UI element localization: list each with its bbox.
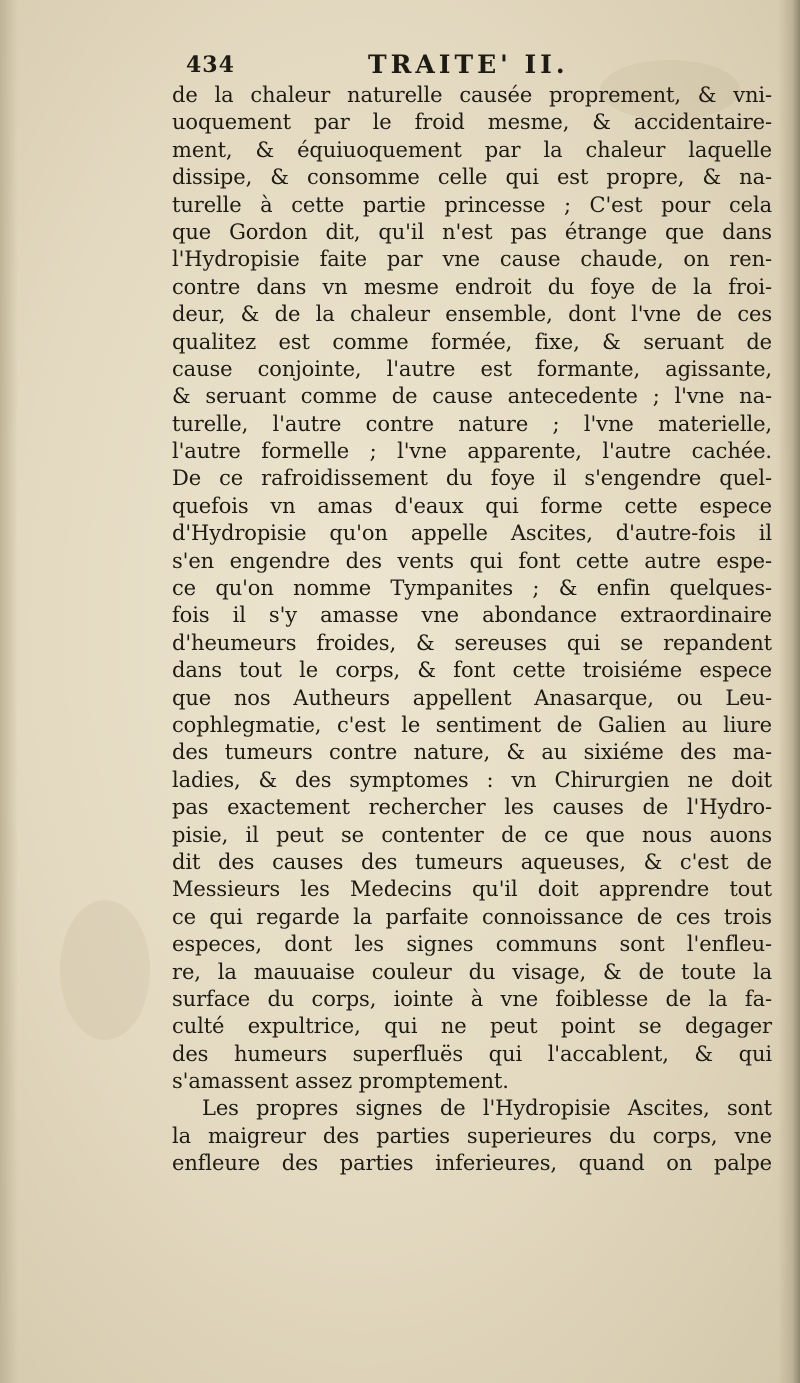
text-line: especes, dont les signes communs sont l'enfleu- [172,932,772,957]
text-line: pisie, il peut se contenter de ce que nous auons [172,822,772,847]
text-line: s'en engendre des vents qui font cette autre espe- [172,548,772,573]
text-line: s'amassent assez promptement. [172,1069,509,1094]
text-line: l'autre formelle ; l'vne apparente, l'autre cachée. [172,439,772,464]
paper-stain [60,900,150,1040]
text-line: la maigreur des parties superieures du corps, vne [172,1123,772,1148]
page-number: 434 [186,52,235,78]
text-line: surface du corps, iointe à vne foiblesse de la fa- [172,986,772,1011]
text-line: fois il s'y amasse vne abondance extraordinaire [172,603,772,628]
text-line: que nos Autheurs appellent Anasarque, ou Leu- [172,685,772,710]
page-left-shadow [0,0,18,1383]
text-line: Messieurs les Medecins qu'il doit apprendre tout [172,877,772,902]
text-line: enfleure des parties inferieures, quand on palpe [172,1151,772,1176]
page-header [186,48,606,82]
text-line: d'Hydropisie qu'on appelle Ascites, d'autre-fois il [172,521,772,546]
text-line: dissipe, & consomme celle qui est propre, & na- [172,165,772,190]
text-line: des humeurs superfluës qui l'accablent, & qui [172,1041,772,1066]
text-line: de la chaleur naturelle causée proprement, & vni- [172,83,772,107]
text-line: cause conjointe, l'autre est formante, agissante, [172,356,772,381]
text-line: quefois vn amas d'eaux qui forme cette espece [172,493,772,518]
text-line: des tumeurs contre nature, & au sixiéme des ma- [172,740,772,765]
text-line: culté expultrice, qui ne peut point se degager [172,1014,772,1039]
text-line: ce qui regarde la parfaite connoissance de ces trois [172,904,772,929]
text-line: ladies, & des symptomes : vn Chirurgien ne doit [172,767,772,792]
text-line: uoquement par le froid mesme, & accidentaire- [172,110,772,135]
text-line: re, la mauuaise couleur du visage, & de toute la [172,959,772,984]
text-line: contre dans vn mesme endroit du foye de la froi- [172,274,772,299]
text-line: dit des causes des tumeurs aqueuses, & c'est de [172,849,772,874]
page-right-shadow [778,0,800,1383]
text-line: deur, & de la chaleur ensemble, dont l'vne de ces [172,302,772,327]
text-line: turelle à cette partie princesse ; C'est pour cela [172,192,772,217]
body-text [172,82,772,1178]
text-line: qualitez est comme formée, fixe, & seruant de [172,329,772,354]
text-line: d'heumeurs froides, & sereuses qui se repandent [172,630,772,655]
text-line: pas exactement rechercher les causes de l'Hydro- [172,795,772,820]
text-line: ce qu'on nomme Tympanites ; & enfin quelques- [172,576,772,601]
running-title: TRAITE' II. [368,50,569,79]
text-line: cophlegmatie, c'est le sentiment de Galien au liure [172,712,772,737]
text-line: & seruant comme de cause antecedente ; l'vne na- [172,384,772,409]
text-line: De ce rafroidissement du foye il s'engendre quel- [172,466,772,491]
text-line: l'Hydropisie faite par vne cause chaude, on ren- [172,247,772,272]
text-line: dans tout le corps, & font cette troisiéme espece [172,658,772,683]
text-line: ment, & équiuoquement par la chaleur laquelle [172,137,772,162]
text-line: que Gordon dit, qu'il n'est pas étrange que dans [172,219,772,244]
text-line: Les propres signes de l'Hydropisie Ascites, sont [202,1096,772,1121]
text-line: turelle, l'autre contre nature ; l'vne materielle, [172,411,772,436]
